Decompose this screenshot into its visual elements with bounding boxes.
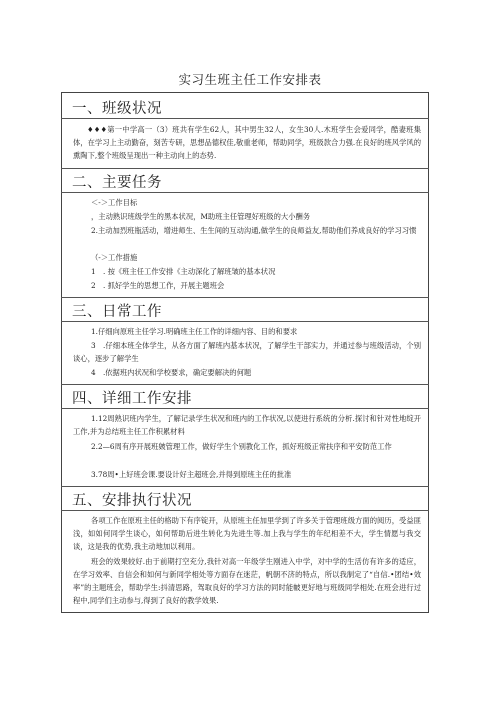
section-divider xyxy=(61,510,429,511)
plan-item: 3.78周•上好班会课.要设计好主超班会,并得到原班主任的批准 xyxy=(91,470,292,479)
section-divider xyxy=(61,321,429,322)
section-heading-execution-status: 五、安排执行状况 xyxy=(72,493,192,509)
measure-item: 1 . 按《班主任工作安排《主动深化了解班皱的基本状况 xyxy=(91,267,276,276)
execution-paragraph: 班会的效果较好.由于前期打空充分,我针对高一年级学生刚进入中学，对中学的生活仿有许多的适应，在学习效率、自信会和如何与新同学相处等方面存在迷茫，帆朝不济的特点，所以我制定了“自信.•团结•效率”的主题班会，帮助学生:抖清思路，驾取良好的学习方法的同时能帔更好地与班级同学相处.在班会进行过程中,同学们主动参与,得到了良好的教学效果. xyxy=(73,557,421,605)
page-title: 实习生班主任工作安排表 xyxy=(178,72,322,87)
section-heading-daily-work: 三、日常工作 xyxy=(72,304,162,320)
section-heading-main-tasks: 二、主要任务 xyxy=(72,175,162,191)
section-divider xyxy=(61,118,429,119)
section-divider xyxy=(61,192,429,193)
goal-label: ＜-＞工作目标 xyxy=(91,198,138,207)
daily-work-item: 1.仔细向原班主任学习.明确班主任工作的详细内容、目的和要求 xyxy=(91,327,298,336)
section-divider xyxy=(61,384,429,385)
section-divider xyxy=(61,168,429,169)
daily-work-item: 3 .仔细本班全体学生，从各方面了解班内基本状况，了解学生干部实力，并通过参与班级活动，个别谈心，逐步了解学生 xyxy=(73,341,421,363)
class-status-text: ♦♦♦第一中学高一（3）班共有学生62人，其中男生32人，女生30人.木班学生会爱同学，酷妻班集体，在学习上主动勤奋，刻苦专研，思想品德权佳,敬重老师，帮助同学，班级款合力强.在良好的班风学风的熏陶下,整个班级呈现出一种主动向上的态势. xyxy=(73,125,421,160)
section-heading-detailed-plan: 四、详细工作安排 xyxy=(72,391,192,407)
goal-item: ，主动熟识班级学生的黑本状况，M助班主任管理好班级的大小酬务 xyxy=(91,212,311,221)
execution-paragraph: 各项工作在原班主任的格助下有序锭开，从原班主任加里学到了许多关于管理班级方面的阅历，受益匪浅，如如何同学生谈心，如何帮助后进生转化为先进生等.加上我与学生的年纪相差不大，学生情愿与我交谈，这是我的优势,我主动地加以利用。 xyxy=(73,516,421,551)
section-divider xyxy=(61,408,429,409)
section-divider xyxy=(61,486,429,487)
section-heading-class-status: 一、班级状况 xyxy=(72,101,162,117)
daily-work-item: 4 .依据班内状况和学校要求，确定要解决的何题 xyxy=(91,368,252,377)
plan-item: 2.2—6周有序开展班皴管理工作，做好学生个别教化工作，抓好班级正常扶序和平安防范工作 xyxy=(91,442,392,451)
measure-item: 2 . 抓好学生的思想工作，开展主题班会 xyxy=(91,281,225,290)
goal-item: 2.主动加烈班瓶活动，增进师生、生生间的互动沟通,做学生的良师益友,帮助他们养成良好的学习习惯 xyxy=(91,226,417,235)
section-divider xyxy=(61,297,429,298)
plan-item: 1.12周熟识班内学生，了解记录学生状况和班内的工作状况,以使进行系统的分析.探讨和针对性地绽开工作,并为总结班主任工作积累材料 xyxy=(73,414,421,436)
measure-label: （-＞工作措施 xyxy=(91,253,138,262)
